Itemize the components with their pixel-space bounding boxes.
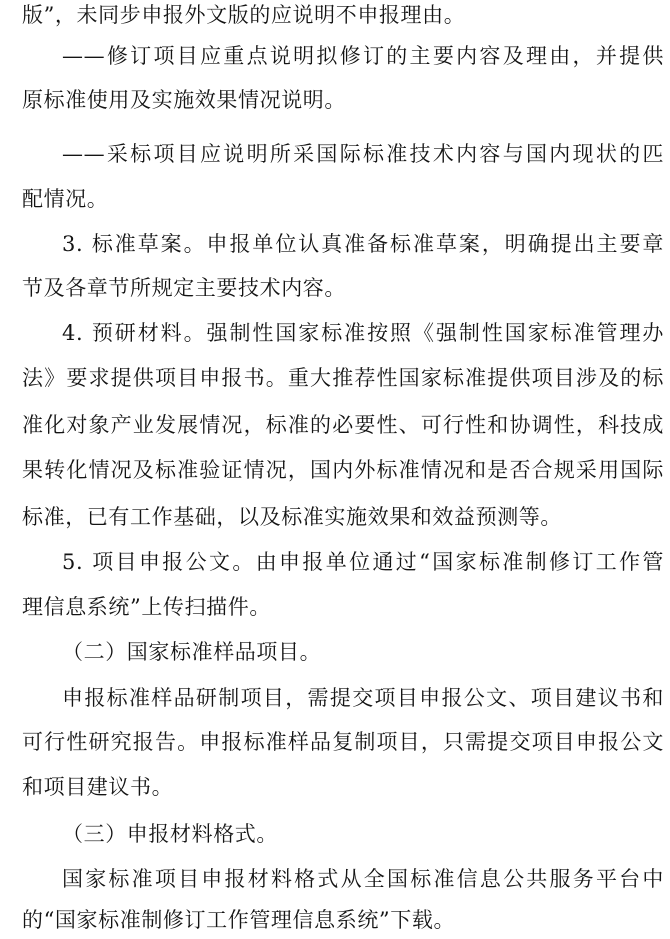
text-line: 法》要求提供项目申报书。重大推荐性国家标准提供项目涉及的标 xyxy=(22,366,664,390)
text-line: ——修订项目应重点说明拟修订的主要内容及理由，并提供 xyxy=(62,44,664,68)
text-line: 原标准使用及实施效果情况说明。 xyxy=(22,88,346,112)
text-line: 3. 标准草案。申报单位认真准备标准草案，明确提出主要章 xyxy=(62,232,664,256)
text-line: 的“国家标准制修订工作管理信息系统”下载。 xyxy=(22,908,456,932)
text-line: 5. 项目申报公文。由申报单位通过“国家标准制修订工作管 xyxy=(62,550,664,574)
text-line: 和项目建议书。 xyxy=(22,775,174,799)
text-line: 4. 预研材料。强制性国家标准按照《强制性国家标准管理办 xyxy=(62,321,664,345)
text-line: ——采标项目应说明所采国际标准技术内容与国内现状的匹 xyxy=(62,142,664,166)
text-line: 准化对象产业发展情况，标准的必要性、可行性和协调性，科技成 xyxy=(22,413,664,437)
text-line: 国家标准项目申报材料格式从全国标准信息公共服务平台中 xyxy=(62,867,664,891)
section-heading: （二）国家标准样品项目。 xyxy=(62,640,322,664)
text-line: 可行性研究报告。申报标准样品复制项目，只需提交项目申报公文 xyxy=(22,730,664,754)
text-line: 申报标准样品研制项目，需提交项目申报公文、项目建议书和 xyxy=(62,686,664,710)
text-line: 标准，已有工作基础，以及标准实施效果和效益预测等。 xyxy=(22,505,562,529)
text-line: 果转化情况及标准验证情况，国内外标准情况和是否合规采用国际 xyxy=(22,458,664,482)
section-heading: （三）申报材料格式。 xyxy=(62,822,278,846)
text-line: 节及各章节所规定主要技术内容。 xyxy=(22,276,346,300)
text-line: 配情况。 xyxy=(22,187,109,211)
text-line: 版”，未同步申报外文版的应说明不申报理由。 xyxy=(22,3,466,27)
text-line: 理信息系统”上传扫描件。 xyxy=(22,595,271,619)
